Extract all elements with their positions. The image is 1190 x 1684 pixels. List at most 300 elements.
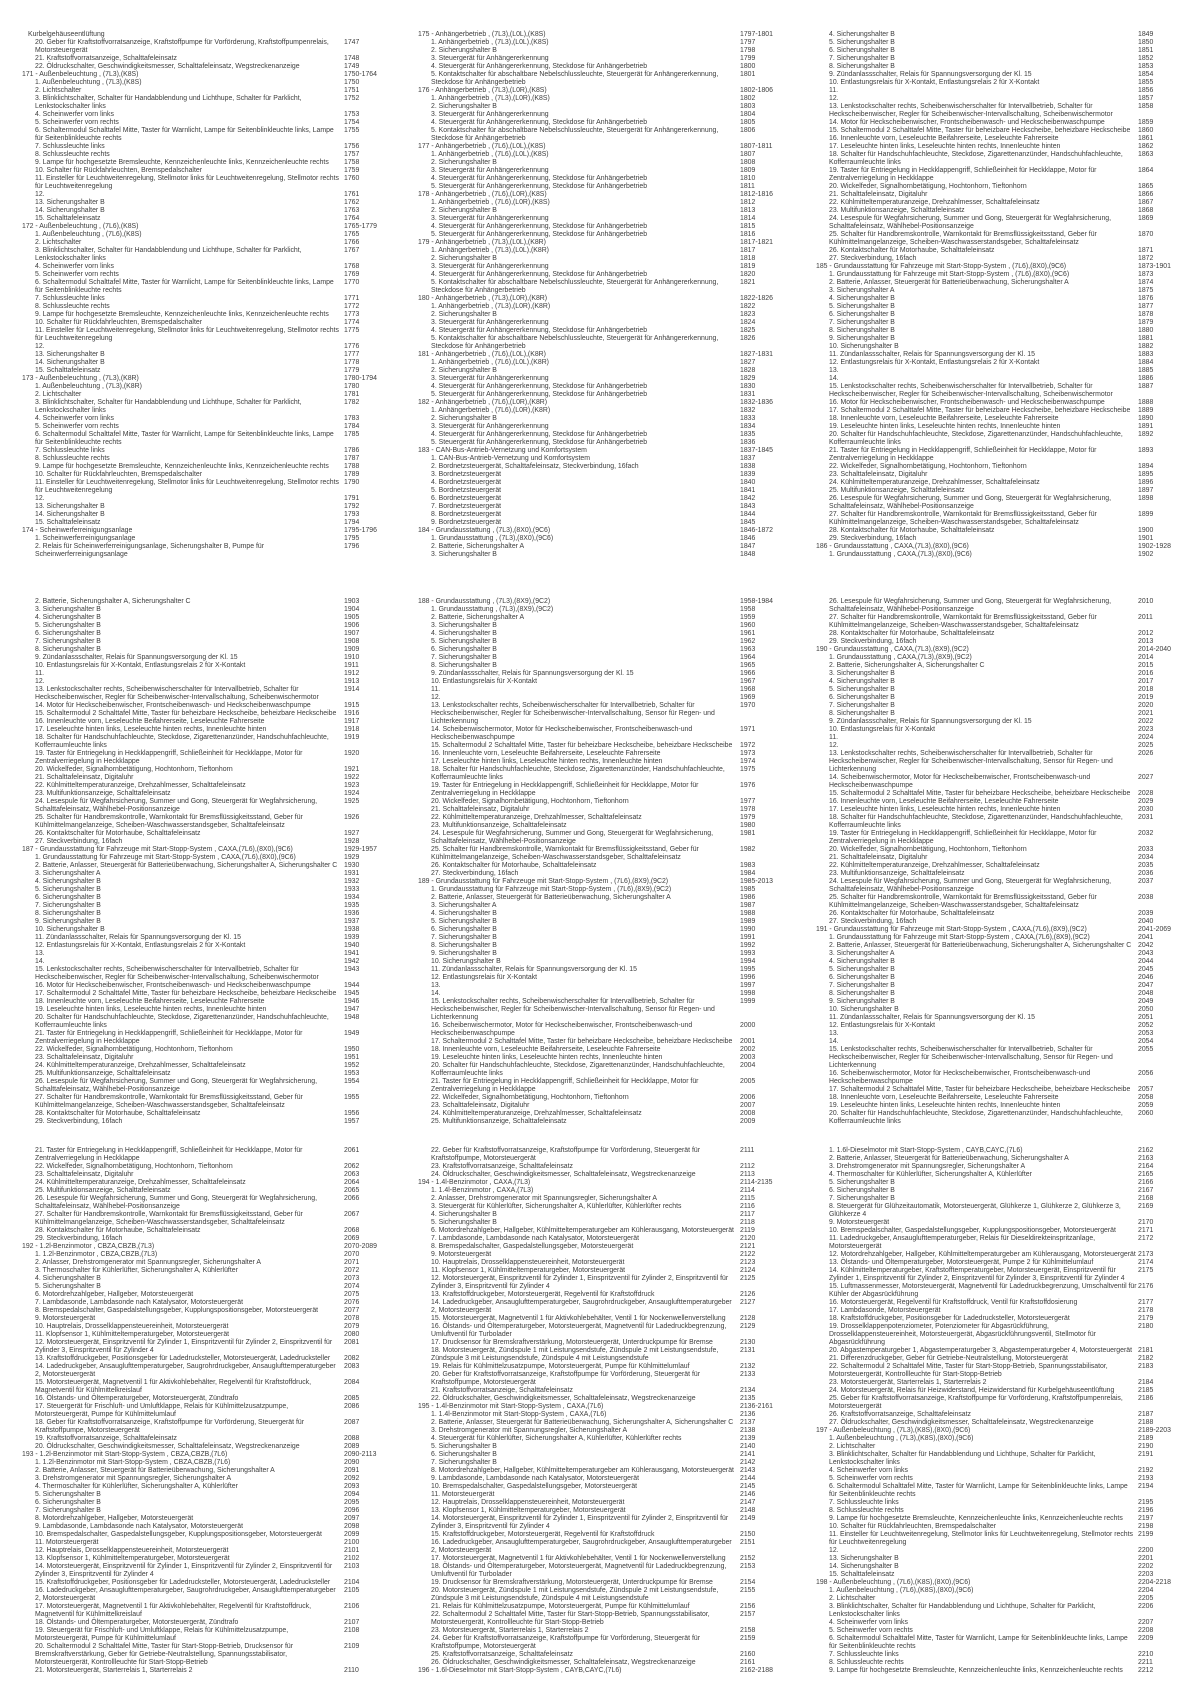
entry-text: 22. Wickelfeder, Signalhornbetätigung, Hochtonhorn, Tieftonhorn: [431, 1094, 629, 1101]
section-header-row: [418, 351, 800, 359]
index-entry-row: [418, 407, 800, 415]
index-entry-row: [816, 1619, 1190, 1627]
entry-page-number: 1974: [740, 758, 756, 765]
entry-text: 22. Schaltermodul 2 Schalttafel Mitte, Taster für Start-Stopp-Betrieb, Spannungsstabilisator, Motorsteuergerät, Kontrollleuchte für Start-Stopp-Betrieb: [431, 1611, 710, 1626]
entry-page-number: 2186: [1138, 1395, 1154, 1402]
entry-text: 3. Sicherungshalter B: [431, 622, 497, 629]
entry-text: 27. Steckverbindung, 16fach: [829, 918, 917, 925]
entry-text: 2. Batterie, Anlasser, Steuergerät für Batterieüberwachung, Sicherungshalter A: [431, 894, 671, 901]
entry-text: 9. Lambdasonde, Lambdasonde nach Katalysator, Motorsteuergerät: [35, 1523, 244, 1530]
entry-page-number: 1946: [344, 998, 360, 1005]
entry-page-number: 1777: [344, 351, 360, 358]
entry-page-number: 2041: [1138, 934, 1154, 941]
entry-page-number: 2052: [1138, 1022, 1154, 1029]
index-entry-row: [22, 215, 404, 223]
entry-page-number: 2004: [740, 1062, 756, 1069]
index-entry-row: [22, 87, 404, 95]
index-entry-row: [418, 175, 800, 183]
section-title: 185 - Grundausstattung für Fahrzeuge mit Start-Stopp-System , (7L6),(8X0),(9C6): [816, 263, 1067, 270]
entry-text: 27. Schalter für Handbremskontrolle, Warnkontakt für Bremsflüssigkeitsstand, Geber für Kühlmittelmangelanzeige, Scheiben-Waschwasserstandsgeber, Schalttafeleinsatz: [829, 511, 1097, 526]
entry-page-number: 2082: [344, 1355, 360, 1362]
index-entry-row: [418, 1483, 800, 1491]
index-entry-row: [418, 55, 800, 63]
entry-page-number: 2028: [1138, 790, 1154, 797]
entry-text: 12. Entlastungsrelais für X-Kontakt, Entlastungsrelais 2 für X-Kontakt: [35, 942, 246, 949]
entry-page-number: 1807-1811: [740, 143, 773, 150]
index-entry-row: [816, 878, 1190, 894]
entry-text: 15. Lenkstockschalter rechts, Scheibenwischerschalter für Intervallbetrieb, Schalter für Heckscheibenwischer, Regler für Scheibenwischer-Intervallschaltung, Scheibenwischermotor: [829, 383, 1113, 398]
entry-page-number: 1857: [1138, 95, 1154, 102]
entry-page-number: 1894: [1138, 463, 1154, 470]
entry-text: 14. Ladedruckgeber, Ansauglufttemperaturgeber, Saugrohrdruckgeber, Ansauglufttemperaturgeber 2, Motorsteuergerät: [35, 1363, 336, 1378]
entry-page-number: 1903: [344, 598, 360, 605]
entry-text: 19. Leseleuchte hinten links, Leseleuchte hinten rechts, Innenleuchte hinten: [431, 1054, 663, 1061]
entry-page-number: 1996: [740, 974, 756, 981]
index-entry-row: [816, 1563, 1190, 1571]
entry-text: 1. 1.4l-Benzinmotor mit Start-Stopp-System , CAXA,(7L6): [431, 1411, 607, 1418]
entry-text: 16. Motor für Heckscheibenwischer, Frontscheibenwasch- und Heckscheibenwaschpumpe: [35, 982, 311, 989]
entry-text: 1. Grundausstattung für Fahrzeuge mit Start-Stopp-System , (7L6),(8X9),(9C2): [431, 886, 672, 893]
index-entry-row: [22, 1187, 404, 1195]
index-entry-row: [22, 1307, 404, 1315]
index-entry-row: [22, 383, 404, 391]
index-entry-row: [816, 670, 1190, 678]
entry-text: 4. Scheinwerfer vorn links: [829, 1619, 908, 1626]
entry-page-number: 1774: [344, 319, 360, 326]
index-entry-row: [418, 311, 800, 319]
entry-text: 23. Multifunktionsanzeige, Schalttafeleinsatz: [829, 207, 965, 214]
index-entry-row: [816, 966, 1190, 974]
entry-page-number: 1801: [740, 71, 756, 78]
entry-page-number: 2066: [344, 1195, 360, 1202]
entry-page-number: 2161: [740, 1659, 756, 1666]
entry-page-number: 1897: [1138, 487, 1154, 494]
entry-text: 25. Kraftstoffvorratsanzeige, Schalttafeleinsatz: [431, 1651, 573, 1658]
entry-page-number: 2118: [740, 1219, 755, 1226]
entry-page-number: 2184: [1138, 1379, 1154, 1386]
entry-page-number: 1868: [1138, 207, 1154, 214]
entry-text: 19. Drosselklappenpotenziometer, Potenziometer für Abgasrückführung, Drosselklappensteuereinheit, Motorsteuergerät, Abgasrückführungsventil, Stellmotor für Abgasrückführung: [829, 1323, 1096, 1346]
entry-page-number: 2166: [1138, 1179, 1154, 1186]
entry-text: 22. Wickelfeder, Signalhornbetätigung, Hochtonhorn, Tieftonhorn: [35, 1163, 233, 1170]
index-entry-row: [418, 335, 800, 351]
index-entry-row: [816, 1046, 1190, 1070]
entry-text: 20. Schalter für Handschuhfachleuchte, Steckdose, Zigarettenanzünder, Handschuhfachleuchte, Kofferraumleuchte links: [35, 1014, 329, 1029]
entry-page-number: 1824: [740, 319, 756, 326]
entry-text: 5. Steuergerät für Anhängererkennung, Steckdose für Anhängerbetrieb: [431, 391, 648, 398]
entry-text: 8. Steuergerät für Glühzeitautomatik, Motorsteuergerät, Glühkerze 1, Glühkerze 2, Glühkerze 3, Glühkerze 4: [829, 1203, 1121, 1218]
index-entry-row: [418, 1054, 800, 1062]
entry-page-number: 1827: [740, 359, 756, 366]
entry-page-number: 2148: [740, 1507, 756, 1514]
entry-text: 5. Sicherungshalter B: [35, 1283, 101, 1290]
entry-page-number: 1815: [740, 223, 756, 230]
entry-page-number: 2010: [1138, 598, 1154, 605]
entry-page-number: 1754: [344, 119, 360, 126]
entry-text: 28. Kontaktschalter für Motorhaube, Schalttafeleinsatz: [829, 630, 995, 637]
index-entry-row: [22, 1147, 404, 1163]
entry-page-number: 1949: [344, 1030, 360, 1037]
entry-text: 1. Anhängerbetrieb , (7L3),(L0R),(K8S): [431, 95, 550, 102]
entry-text: 8. Sicherungshalter B: [431, 662, 497, 669]
index-entry-row: [816, 471, 1190, 479]
entry-page-number: 1837-1845: [740, 447, 773, 454]
entry-text: 4. Scheinwerfer vorn links: [829, 1467, 908, 1474]
entry-text: 3. Drehstromgenerator mit Spannungsregler, Sicherungshalter A: [35, 1475, 232, 1482]
index-entry-row: [418, 942, 800, 950]
entry-page-number: 1919: [344, 734, 360, 741]
section-title: 171 - Außenbeleuchtung , (7L3),(K8S): [22, 71, 139, 78]
entry-page-number: 1937: [344, 918, 360, 925]
index-entry-row: [816, 638, 1190, 646]
index-entry-row: [22, 447, 404, 455]
entry-text: 8. Sicherungshalter B: [35, 910, 101, 917]
entry-page-number: 1880: [1138, 327, 1154, 334]
index-entry-row: [22, 143, 404, 151]
entry-page-number: 1994: [740, 958, 756, 965]
index-entry-row: [418, 990, 800, 998]
entry-page-number: 1909: [344, 646, 360, 653]
index-entry-row: [22, 982, 404, 990]
section-title: 178 - Anhängerbetrieb , (7L6),(L0R),(K8S): [418, 191, 547, 198]
index-entry-row: [816, 1411, 1190, 1419]
index-entry-row: [418, 1147, 800, 1163]
entry-page-number: 2177: [1138, 1299, 1154, 1306]
section-title: 180 - Anhängerbetrieb , (7L3),(L0R),(K8R): [418, 295, 548, 302]
entry-page-number: 1991: [740, 934, 756, 941]
entry-page-number: 1845: [740, 519, 756, 526]
entry-page-number: 1956: [344, 1110, 360, 1117]
entry-page-number: 1846: [740, 535, 756, 542]
entry-page-number: 2056: [1138, 1070, 1154, 1077]
entry-text: 1. Außenbeleuchtung , (7L6),(K8S): [35, 231, 142, 238]
index-entry-row: [816, 846, 1190, 854]
entry-text: 2. Lichtschalter: [829, 1443, 876, 1450]
entry-text: 26. Kontaktschalter für Motorhaube, Schalttafeleinsatz: [829, 247, 995, 254]
entry-page-number: 2185: [1138, 1387, 1154, 1394]
index-entry-row: [22, 1179, 404, 1187]
entry-text: 24. Geber für Kraftstoffvorratsanzeige, Kraftstoffpumpe für Vorförderung, Steuergerät für Kraftstoffpumpe, Motorsteuergerät: [431, 1635, 701, 1650]
entry-page-number: 1973: [740, 750, 756, 757]
index-entry-row: [22, 1171, 404, 1179]
index-entry-row: [418, 822, 800, 830]
entry-text: 5. Sicherungshalter B: [829, 966, 895, 973]
index-entry-row: [22, 1014, 404, 1030]
entry-page-number: 1981: [740, 830, 756, 837]
entry-page-number: 1784: [344, 423, 360, 430]
section-title: 191 - Grundausstattung für Fahrzeuge mit Start-Stopp-System , CAXA,(7L6),(8X9),(9C2): [816, 926, 1087, 933]
section-header-row: [816, 926, 1190, 934]
entry-page-number: 1787: [344, 455, 360, 462]
entry-page-number: 1977: [740, 798, 756, 805]
entry-text: 21. Taster für Entriegelung in Heckklappengriff, Schließeinheit für Heckklappe, Motor für Zentralverriegelung in Heckklappe: [35, 1030, 303, 1045]
entry-text: 4. Thermoschalter für Kühlerlüfter, Sicherungshalter A, Kühlerlüfter: [35, 1483, 238, 1490]
entry-page-number: 1884: [1138, 359, 1154, 366]
entry-page-number: 1830: [740, 383, 756, 390]
index-entry-row: [816, 135, 1190, 143]
entry-text: 8. Sicherungshalter B: [431, 942, 497, 949]
entry-text: 5. Sicherungshalter B: [35, 886, 101, 893]
entry-page-number: 2003: [740, 1054, 756, 1061]
entry-page-number: 2124: [740, 1267, 756, 1274]
index-entry-row: [418, 167, 800, 175]
entry-text: 12.: [829, 1547, 839, 1554]
entry-page-number: 2075: [344, 1291, 360, 1298]
entry-text: 4. Sicherungshalter B: [829, 958, 895, 965]
index-entry-row: [22, 247, 404, 263]
entry-text: 28. Kontaktschalter für Motorhaube, Schalttafeleinsatz: [35, 1110, 201, 1117]
entry-text: 24. Lesespule für Wegfahrsicherung, Summer und Gong, Steuergerät für Wegfahrsicherung, Schalttafeleinsatz, Wählhebel-Positionsanzeige: [35, 798, 318, 813]
entry-text: 23. Schalttafeleinsatz, Digitaluhr: [431, 1102, 530, 1109]
entry-text: 27. Schalter für Handbremskontrolle, Warnkontakt für Bremsflüssigkeitsstand, Geber für Kühlmittelmangelanzeige, Scheiben-Waschwasserstandsgeber, Schalttafeleinsatz: [35, 1211, 303, 1226]
entry-text: 4. Sicherungshalter B: [829, 295, 895, 302]
index-entry-row: [418, 1563, 800, 1579]
entry-page-number: 1924: [344, 790, 360, 797]
entry-text: 11. Zündanlassschalter, Relais für Spannungsversorgung der Kl. 15: [829, 351, 1035, 358]
entry-page-number: 1970: [740, 702, 756, 709]
entry-page-number: 2192: [1138, 1467, 1154, 1474]
entry-text: 19. Taster für Entriegelung in Heckklappengriff, Schließeinheit für Heckklappe, Motor für Zentralverriegelung in Heckklappe: [829, 830, 1097, 845]
index-entry-row: [418, 726, 800, 742]
entry-text: 5. Sicherungshalter B: [829, 1179, 895, 1186]
entry-text: 14. Sicherungshalter B: [35, 207, 105, 214]
index-entry-row: [816, 487, 1190, 495]
entry-page-number: 2017: [1138, 678, 1154, 685]
entry-text: 13.: [829, 367, 839, 374]
entry-text: 16. Innenleuchte vorn, Leseleuchte Beifahrerseite, Leseleuchte Fahrerseite: [431, 750, 661, 757]
entry-page-number: 1905: [344, 614, 360, 621]
entry-text: 19. Steuergerät für Frischluft- und Umluftklappe, Relais für Kühlmittelzusatzpumpe, Motorsteuergerät, Pumpe für Kühlmittelumlauf: [35, 1627, 289, 1642]
entry-page-number: 1922: [344, 774, 360, 781]
entry-page-number: 1873: [1138, 271, 1154, 278]
entry-page-number: 1982: [740, 846, 756, 853]
entry-page-number: 1767: [344, 247, 360, 254]
index-entry-row: [22, 598, 404, 606]
entry-text: 18. Schalter für Handschuhfachleuchte, Steckdose, Zigarettenanzünder, Handschuhfachleuchte, Kofferraumleuchte links: [829, 151, 1123, 166]
entry-page-number: 1934: [344, 894, 360, 901]
entry-page-number: 1928: [344, 838, 360, 845]
entry-page-number: 2206: [1138, 1603, 1154, 1610]
entry-page-number: 1785: [344, 431, 360, 438]
section-header-row: [22, 71, 404, 79]
index-entry-row: [22, 351, 404, 359]
entry-text: 16. Ladedruckgeber, Ansauglufttemperaturgeber, Saugrohrdruckgeber, Ansauglufttemperaturgeber 2, Motorsteuergerät: [35, 1587, 336, 1602]
entry-text: 2. Sicherungshalter B: [431, 159, 497, 166]
entry-text: 18. Ölstands- und Öltemperaturgeber, Motorsteuergerät, Magnetventil für Ladedruckbegrenzung, Umluftventil für Turbolader: [431, 1563, 727, 1578]
section-header-row: [22, 375, 404, 383]
entry-page-number: 2137: [740, 1419, 756, 1426]
entry-page-number: 2024: [1138, 734, 1154, 741]
entry-page-number: 1809: [740, 167, 756, 174]
entry-page-number: 2189-2203: [1138, 1427, 1171, 1434]
entry-page-number: 2204-2218: [1138, 1579, 1171, 1586]
entry-text: 12. Hauptrelais, Drosselklappensteuereinheit, Motorsteuergerät: [431, 1499, 625, 1506]
entry-page-number: 1832-1836: [740, 399, 773, 406]
entry-text: 6. Sicherungshalter B: [829, 694, 895, 701]
index-entry-row: [816, 726, 1190, 734]
entry-text: 3. Sicherungshalter B: [35, 606, 101, 613]
index-entry-row: [418, 694, 800, 702]
index-entry-row: [816, 295, 1190, 303]
entry-text: 9. Lampe für hochgesetzte Bremsleuchte, Kennzeichenleuchte links, Kennzeichenleuchte rechts: [35, 159, 329, 166]
entry-page-number: 1957: [344, 1118, 360, 1125]
index-entry-row: [418, 886, 800, 894]
entry-text: 2. Batterie, Sicherungshalter A, Sicherungshalter C: [829, 662, 985, 669]
entry-text: 4. Thermoschalter für Kühlerlüfter, Sicherungshalter A, Kühlerlüfter: [829, 1171, 1032, 1178]
entry-text: 11.: [35, 670, 45, 677]
entry-page-number: 1876: [1138, 295, 1154, 302]
entry-page-number: 1846-1872: [740, 527, 773, 534]
entry-page-number: 2041-2069: [1138, 926, 1171, 933]
index-entry-row: [22, 886, 404, 894]
index-entry-row: [418, 1102, 800, 1110]
entry-page-number: 1941: [344, 950, 360, 957]
index-entry-row: [816, 207, 1190, 215]
index-entry-row: [816, 1435, 1190, 1443]
index-entry-row: [816, 1307, 1190, 1315]
entry-text: 3. Thermoschalter für Kühlerlüfter, Sicherungshalter A, Kühlerlüfter: [35, 1267, 238, 1274]
index-entry-row: [22, 1275, 404, 1283]
entry-text: 21. Schalttafeleinsatz, Digitaluhr: [829, 854, 928, 861]
entry-text: 24. Lesespule für Wegfahrsicherung, Summer und Gong, Steuergerät für Wegfahrsicherung, Schalttafeleinsatz, Wählhebel-Positionsanzeige: [829, 878, 1112, 893]
entry-page-number: 1929: [344, 854, 360, 861]
section-title: 179 - Anhängerbetrieb , (7L3),(L0L),(K8R): [418, 239, 546, 246]
entry-page-number: 1940: [344, 942, 360, 949]
entry-text: 16. Innenleuchte vorn, Leseleuchte Beifahrerseite, Leseleuchte Fahrerseite: [829, 798, 1059, 805]
index-entry-row: [418, 1475, 800, 1483]
index-entry-row: [816, 479, 1190, 487]
entry-page-number: 1814: [740, 215, 756, 222]
entry-page-number: 1902: [1138, 551, 1154, 558]
index-entry-row: [22, 279, 404, 295]
entry-page-number: 2156: [740, 1603, 756, 1610]
entry-page-number: 2047: [1138, 982, 1154, 989]
entry-page-number: 1812-1816: [740, 191, 773, 198]
entry-text: 25. Multifunktionsanzeige, Schalttafeleinsatz: [35, 1070, 171, 1077]
index-entry-row: [816, 359, 1190, 367]
entry-page-number: 1821: [740, 279, 756, 286]
index-entry-row: [418, 1323, 800, 1339]
index-entry-row: [816, 686, 1190, 694]
entry-text: 23. Multifunktionsanzeige, Schalttafeleinsatz: [35, 790, 171, 797]
entry-text: 26. Lesespule für Wegfahrsicherung, Summer und Gong, Steuergerät für Wegfahrsicherung, Schalttafeleinsatz, Wählhebel-Positionsanzeige: [829, 495, 1112, 510]
entry-text: 21. Taster für Entriegelung in Heckklappengriff, Schließeinheit für Heckklappe, Motor für Zentralverriegelung in Heckklappe: [829, 447, 1097, 462]
index-entry-row: [22, 950, 404, 958]
entry-text: 7. Schlussleuchte links: [35, 143, 105, 150]
entry-page-number: 1839: [740, 471, 756, 478]
index-entry-row: [418, 1363, 800, 1371]
index-entry-row: [22, 654, 404, 662]
index-entry-row: [22, 1579, 404, 1587]
index-entry-row: [816, 734, 1190, 742]
entry-page-number: 2197: [1138, 1515, 1154, 1522]
entry-text: 4. Steuergerät für Anhängererkennung, Steckdose für Anhängerbetrieb: [431, 383, 648, 390]
index-column-2: [418, 598, 800, 1126]
index-entry-row: [816, 407, 1190, 415]
entry-page-number: 1929-1957: [344, 846, 377, 853]
section-title: 174 - Scheinwerferreinigungsanlage: [22, 527, 133, 534]
entry-page-number: 1755: [344, 127, 360, 134]
entry-page-number: 1810: [740, 175, 756, 182]
entry-page-number: 1802-1806: [740, 87, 773, 94]
entry-page-number: 2170: [1138, 1219, 1154, 1226]
entry-text: 1. 1.4l-Benzinmotor , CAXA,(7L3): [431, 1187, 534, 1194]
index-entry-row: [22, 239, 404, 247]
index-entry-row: [22, 918, 404, 926]
entry-page-number: 2099: [344, 1531, 360, 1538]
index-entry-row: [418, 614, 800, 622]
entry-page-number: 2209: [1138, 1635, 1154, 1642]
entry-page-number: 2042: [1138, 942, 1154, 949]
entry-text: 1. Grundausstattung , (7L3),(8X9),(9C2): [431, 606, 554, 613]
index-entry-row: [816, 431, 1190, 447]
entry-text: 2. Sicherungshalter B: [431, 47, 497, 54]
index-entry-row: [816, 1315, 1190, 1323]
index-entry-row: [418, 1078, 800, 1094]
entry-page-number: 2168: [1138, 1195, 1154, 1202]
section-header-row: [418, 1667, 800, 1675]
entry-text: 9. Zündanlassschalter, Relais für Spannungsversorgung der Kl. 15: [35, 654, 238, 661]
entry-text: 9. Motorsteuergerät: [431, 1251, 492, 1258]
entry-page-number: 1796: [344, 543, 360, 550]
entry-page-number: 1761: [344, 191, 360, 198]
entry-text: 15. Motorsteuergerät, Magnetventil 1 für Aktivkohlebehälter, Regelventil für Kraftstoffdruck, Magnetventil für Kühlmittelkreislauf: [35, 1379, 312, 1394]
section-header-row: [22, 223, 404, 231]
entry-page-number: 2165: [1138, 1171, 1154, 1178]
index-entry-row: [418, 1387, 800, 1395]
index-entry-row: [22, 1403, 404, 1419]
entry-text: 3. Sicherungshalter A: [829, 287, 895, 294]
entry-text: 4. Steuergerät für Anhängererkennung, Steckdose für Anhängerbetrieb: [431, 223, 648, 230]
entry-text: 6. Sicherungshalter B: [829, 1187, 895, 1194]
entry-text: 1. Außenbeleuchtung , (7L3),(K8R): [35, 383, 142, 390]
entry-text: 13.: [829, 1030, 839, 1037]
entry-page-number: 2051: [1138, 1014, 1154, 1021]
index-entry-row: [418, 271, 800, 279]
entry-page-number: 1760: [344, 175, 360, 182]
index-entry-row: [816, 710, 1190, 718]
entry-text: 9. Sicherungshalter B: [829, 998, 895, 1005]
index-entry-row: [418, 215, 800, 223]
entry-text: 5. Sicherungshalter B: [829, 39, 895, 46]
entry-page-number: 2110: [344, 1667, 359, 1674]
entry-text: 11. Motorsteuergerät: [35, 1539, 99, 1546]
entry-text: 7. Sicherungshalter B: [431, 1459, 497, 1466]
entry-text: 23. Schalttafeleinsatz, Digitaluhr: [35, 1054, 134, 1061]
entry-text: 13. Kraftstoffdruckgeber, Motorsteuergerät, Regelventil für Kraftstoffdruck: [431, 1291, 655, 1298]
index-entry-row: [22, 1315, 404, 1323]
entry-page-number: 2063: [344, 1171, 360, 1178]
index-entry-row: [22, 1062, 404, 1070]
entry-page-number: 1844: [740, 511, 756, 518]
entry-text: 16. Motorsteuergerät, Regelventil für Kraftstoffdruck, Ventil für Kraftstoffdosierung: [829, 1299, 1078, 1306]
section-header-row: [418, 1179, 800, 1187]
entry-text: 6. Sicherungshalter B: [431, 1451, 497, 1458]
index-entry-row: [418, 255, 800, 263]
entry-page-number: 2135: [740, 1395, 756, 1402]
entry-text: 27. Schalter für Handbremskontrolle, Warnkontakt für Bremsflüssigkeitsstand, Geber für Kühlmittelmangelanzeige, Scheiben-Waschwasserstandsgeber, Schalttafeleinsatz: [829, 614, 1097, 629]
entry-text: 26. Lesespule für Wegfahrsicherung, Summer und Gong, Steuergerät für Wegfahrsicherung, Schalttafeleinsatz, Wählhebel-Positionsanzeige: [829, 598, 1112, 613]
entry-text: 4. Sicherungshalter B: [35, 1275, 101, 1282]
entry-page-number: 2128: [740, 1315, 756, 1322]
entry-text: 6. Sicherungshalter B: [829, 47, 895, 54]
entry-page-number: 1817-1821: [740, 239, 773, 246]
entry-text: 19. Leseleuchte hinten links, Leseleuchte hinten rechts, Innenleuchte hinten: [829, 1102, 1061, 1109]
index-entry-row: [816, 311, 1190, 319]
entry-text: 16. Scheibenwischermotor, Motor für Heckscheibenwischer, Frontscheibenwasch-und Heckscheibenwaschpumpe: [431, 1022, 693, 1037]
section-title: 184 - Grundausstattung , (7L3),(8X0),(9C6): [418, 527, 551, 534]
entry-text: 17. Motorsteuergerät, Magnetventil 1 für Aktivkohlebehälter, Regelventil für Kraftstoffdruck, Magnetventil für Kühlmittelkreislauf: [35, 1603, 312, 1618]
